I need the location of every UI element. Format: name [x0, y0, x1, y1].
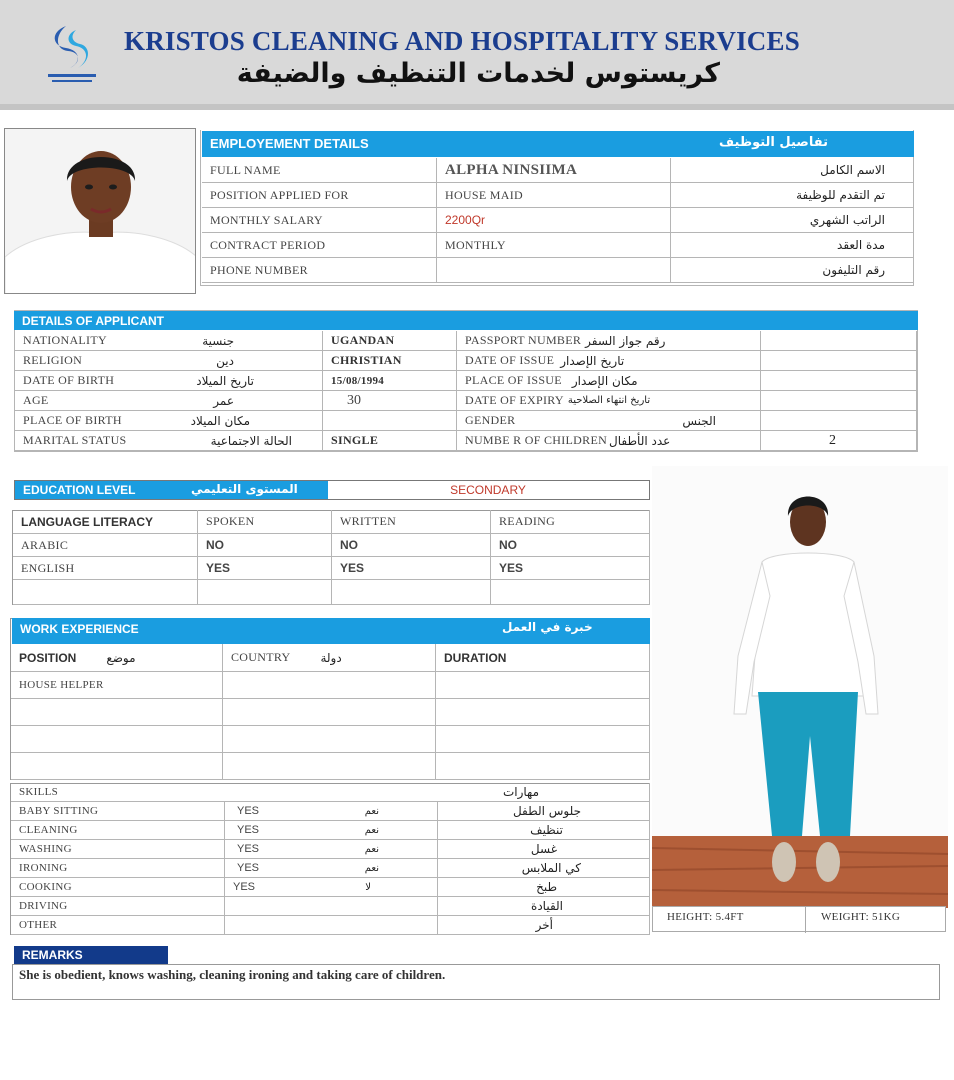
- label-text: MARITAL STATUS: [23, 433, 127, 447]
- work-row-duration: [436, 753, 650, 780]
- skill-name: COOKING: [11, 878, 225, 897]
- date-of-expiry-value: [761, 391, 917, 411]
- age-label: [15, 391, 323, 411]
- work-row-country: [223, 672, 436, 699]
- work-col-country-ar: دولة: [320, 650, 342, 665]
- passport-number-label-ar: رقم جواز السفر: [585, 333, 666, 348]
- work-row-position: [11, 753, 223, 780]
- label-text: DATE OF BIRTH: [23, 373, 115, 387]
- language-header-written: WRITTEN: [332, 510, 491, 534]
- physical-info-row: [652, 906, 946, 932]
- company-name-en: KRISTOS CLEANING AND HOSPITALITY SERVICES: [124, 26, 800, 56]
- salary-label: MONTHLY SALARY: [202, 208, 437, 233]
- skill-value: [225, 878, 438, 897]
- age-label-ar: عمر: [213, 393, 234, 408]
- label-text: AGE: [23, 393, 49, 407]
- skill-name-ar: القيادة: [438, 897, 650, 916]
- label-text: GENDER: [465, 413, 516, 427]
- number-of-children-value: 2: [761, 431, 917, 451]
- work-row-position: [11, 726, 223, 753]
- skill-value-ar: لا: [365, 881, 371, 893]
- skill-value: [225, 840, 438, 859]
- skills-title: SKILLS: [19, 786, 59, 798]
- arabic-reading: NO: [491, 534, 650, 557]
- label-text: PLACE OF BIRTH: [23, 413, 122, 427]
- education-label: EDUCATION LEVEL: [23, 483, 136, 497]
- label-text: PLACE OF ISSUE: [465, 373, 562, 387]
- nationality-value: UGANDAN: [323, 331, 457, 351]
- applicant-headshot-photo: [4, 128, 196, 294]
- label-text: POSITION: [19, 650, 77, 665]
- place-of-birth-value: [323, 411, 457, 431]
- label-text: DATE OF EXPIRY: [465, 393, 564, 407]
- weight-value: WEIGHT: 51KG: [821, 911, 901, 923]
- place-of-issue-label: [457, 371, 761, 391]
- salary-label-ar: الراتب الشهري: [671, 208, 914, 233]
- company-name-ar: كريستوس لخدمات التنظيف والضيفة: [236, 58, 720, 89]
- skill-value: [225, 859, 438, 878]
- gender-value: [761, 411, 917, 431]
- skill-value-ar: نعم: [364, 843, 379, 855]
- skill-name-ar: تنظيف: [438, 821, 650, 840]
- skill-value-ar: نعم: [364, 824, 379, 836]
- date-of-expiry-label-ar: تاريخ انتهاء الصلاحية: [567, 395, 651, 406]
- skill-name-ar: جلوس الطفل: [438, 802, 650, 821]
- arabic-written: NO: [332, 534, 491, 557]
- skill-value: [225, 821, 438, 840]
- position-label-ar: تم التقدم للوظيفة: [671, 183, 914, 208]
- skill-name-ar: طبخ: [438, 878, 650, 897]
- language-empty-spoken: [198, 580, 332, 605]
- number-of-children-label-ar: عدد الأطفال: [609, 433, 671, 448]
- phone-number-value: [437, 258, 671, 283]
- language-english: ENGLISH: [13, 557, 198, 580]
- religion-label: [15, 351, 323, 371]
- skills-title-row: [11, 783, 650, 802]
- skills-title-ar: مهارات: [502, 785, 539, 799]
- contract-period-label-ar: مدة العقد: [671, 233, 914, 258]
- skill-name: CLEANING: [11, 821, 225, 840]
- work-row-country: [223, 753, 436, 780]
- skill-value-en: YES: [237, 862, 260, 874]
- label-text: COUNTRY: [231, 650, 291, 664]
- work-col-position: [11, 644, 223, 672]
- label-text: PASSPORT NUMBER: [465, 333, 582, 347]
- place-of-issue-label-ar: مكان الإصدار: [571, 373, 638, 388]
- language-header-reading: READING: [491, 510, 650, 534]
- language-empty-written: [332, 580, 491, 605]
- work-experience-title-ar: خبرة في العمل: [502, 620, 593, 634]
- skill-name: IRONING: [11, 859, 225, 878]
- skill-value-en: YES: [237, 824, 260, 836]
- full-name-label: FULL NAME: [202, 158, 437, 183]
- number-of-children-label: [457, 431, 761, 451]
- date-of-birth-label-ar: تاريخ الميلاد: [196, 373, 254, 388]
- work-row-duration: [436, 672, 650, 699]
- date-of-expiry-label: [457, 391, 761, 411]
- work-col-duration: DURATION: [436, 644, 650, 672]
- employment-header-bar: [202, 131, 914, 157]
- gender-label: [457, 411, 761, 431]
- skill-name: OTHER: [11, 916, 225, 935]
- contract-period-label: CONTRACT PERIOD: [202, 233, 437, 258]
- marital-status-value: SINGLE: [323, 431, 457, 451]
- place-of-birth-label: [15, 411, 323, 431]
- english-written: YES: [332, 557, 491, 580]
- age-value: 30: [323, 391, 457, 411]
- passport-number-label: [457, 331, 761, 351]
- work-row-position: HOUSE HELPER: [11, 672, 223, 699]
- skill-value-en: YES: [233, 881, 256, 893]
- skill-value: [225, 897, 438, 916]
- work-row-duration: [436, 726, 650, 753]
- language-arabic: ARABIC: [13, 534, 198, 557]
- physical-divider: [805, 907, 806, 933]
- skill-name-ar: غسل: [438, 840, 650, 859]
- label-text: DATE OF ISSUE: [465, 353, 555, 367]
- religion-value: CHRISTIAN: [323, 351, 457, 371]
- applicant-title: DETAILS OF APPLICANT: [22, 314, 164, 328]
- work-row-country: [223, 726, 436, 753]
- skill-value-en: YES: [237, 805, 260, 817]
- arabic-spoken: NO: [198, 534, 332, 557]
- full-name-value: ALPHA NINSIIMA: [437, 158, 671, 183]
- work-experience-header-bar: [12, 618, 650, 644]
- skill-name: DRIVING: [11, 897, 225, 916]
- work-row-duration: [436, 699, 650, 726]
- skill-name-ar: أخر: [438, 916, 650, 935]
- place-of-issue-value: [761, 371, 917, 391]
- skill-value-ar: نعم: [364, 805, 379, 817]
- employment-title-ar: تفاصيل التوظيف: [719, 135, 828, 150]
- salary-value: 2200Qr: [437, 208, 671, 233]
- english-spoken: YES: [198, 557, 332, 580]
- education-label-ar: المستوى التعليمي: [191, 482, 298, 496]
- remarks-title: REMARKS: [14, 946, 168, 964]
- date-of-birth-value: 15/08/1994: [323, 371, 457, 391]
- language-header-literacy: LANGUAGE LITERACY: [13, 510, 198, 534]
- skill-name: BABY SITTING: [11, 802, 225, 821]
- english-reading: YES: [491, 557, 650, 580]
- date-of-issue-label: [457, 351, 761, 371]
- nationality-label: [15, 331, 323, 351]
- language-empty-reading: [491, 580, 650, 605]
- work-experience-title: WORK EXPERIENCE: [20, 622, 139, 636]
- place-of-birth-label-ar: مكان الميلاد: [190, 413, 250, 428]
- marital-status-label: [15, 431, 323, 451]
- employment-title: EMPLOYEMENT DETAILS: [210, 136, 369, 151]
- applicant-header-bar: [14, 311, 918, 330]
- contract-period-value: MONTHLY: [437, 233, 671, 258]
- work-row-position: [11, 699, 223, 726]
- remarks-text: She is obedient, knows washing, cleaning ironing and taking care of children.: [12, 964, 940, 1000]
- skill-value-en: YES: [237, 843, 260, 855]
- full-name-label-ar: الاسم الكامل: [671, 158, 914, 183]
- language-empty-row: [13, 580, 198, 605]
- skill-value: [225, 802, 438, 821]
- education-label-bar: [15, 481, 328, 499]
- skill-name: WASHING: [11, 840, 225, 859]
- phone-number-label: PHONE NUMBER: [202, 258, 437, 283]
- date-of-birth-label: [15, 371, 323, 391]
- applicant-full-body-photo: [652, 466, 948, 908]
- date-of-issue-value: [761, 351, 917, 371]
- label-text: NATIONALITY: [23, 333, 107, 347]
- work-col-country: [223, 644, 436, 672]
- religion-label-ar: دين: [216, 353, 234, 368]
- work-col-position-ar: موضع: [106, 650, 136, 665]
- education-value: SECONDARY: [450, 483, 526, 497]
- label-text: NUMBE R OF CHILDREN: [465, 433, 608, 447]
- nationality-label-ar: جنسية: [202, 333, 234, 348]
- work-row-country: [223, 699, 436, 726]
- position-label: POSITION APPLIED FOR: [202, 183, 437, 208]
- marital-status-label-ar: الحالة الاجتماعية: [210, 433, 292, 448]
- passport-number-value: [761, 331, 917, 351]
- label-text: RELIGION: [23, 353, 83, 367]
- height-value: HEIGHT: 5.4FT: [667, 911, 744, 923]
- position-value: HOUSE MAID: [437, 183, 671, 208]
- skill-value-ar: نعم: [364, 862, 379, 874]
- language-header-spoken: SPOKEN: [198, 510, 332, 534]
- gender-label-ar: الجنس: [682, 413, 716, 428]
- date-of-issue-label-ar: تاريخ الإصدار: [560, 353, 625, 368]
- company-logo: [36, 18, 108, 90]
- phone-number-label-ar: رقم التليفون: [671, 258, 914, 283]
- skill-name-ar: كي الملابس: [438, 859, 650, 878]
- skill-value: [225, 916, 438, 935]
